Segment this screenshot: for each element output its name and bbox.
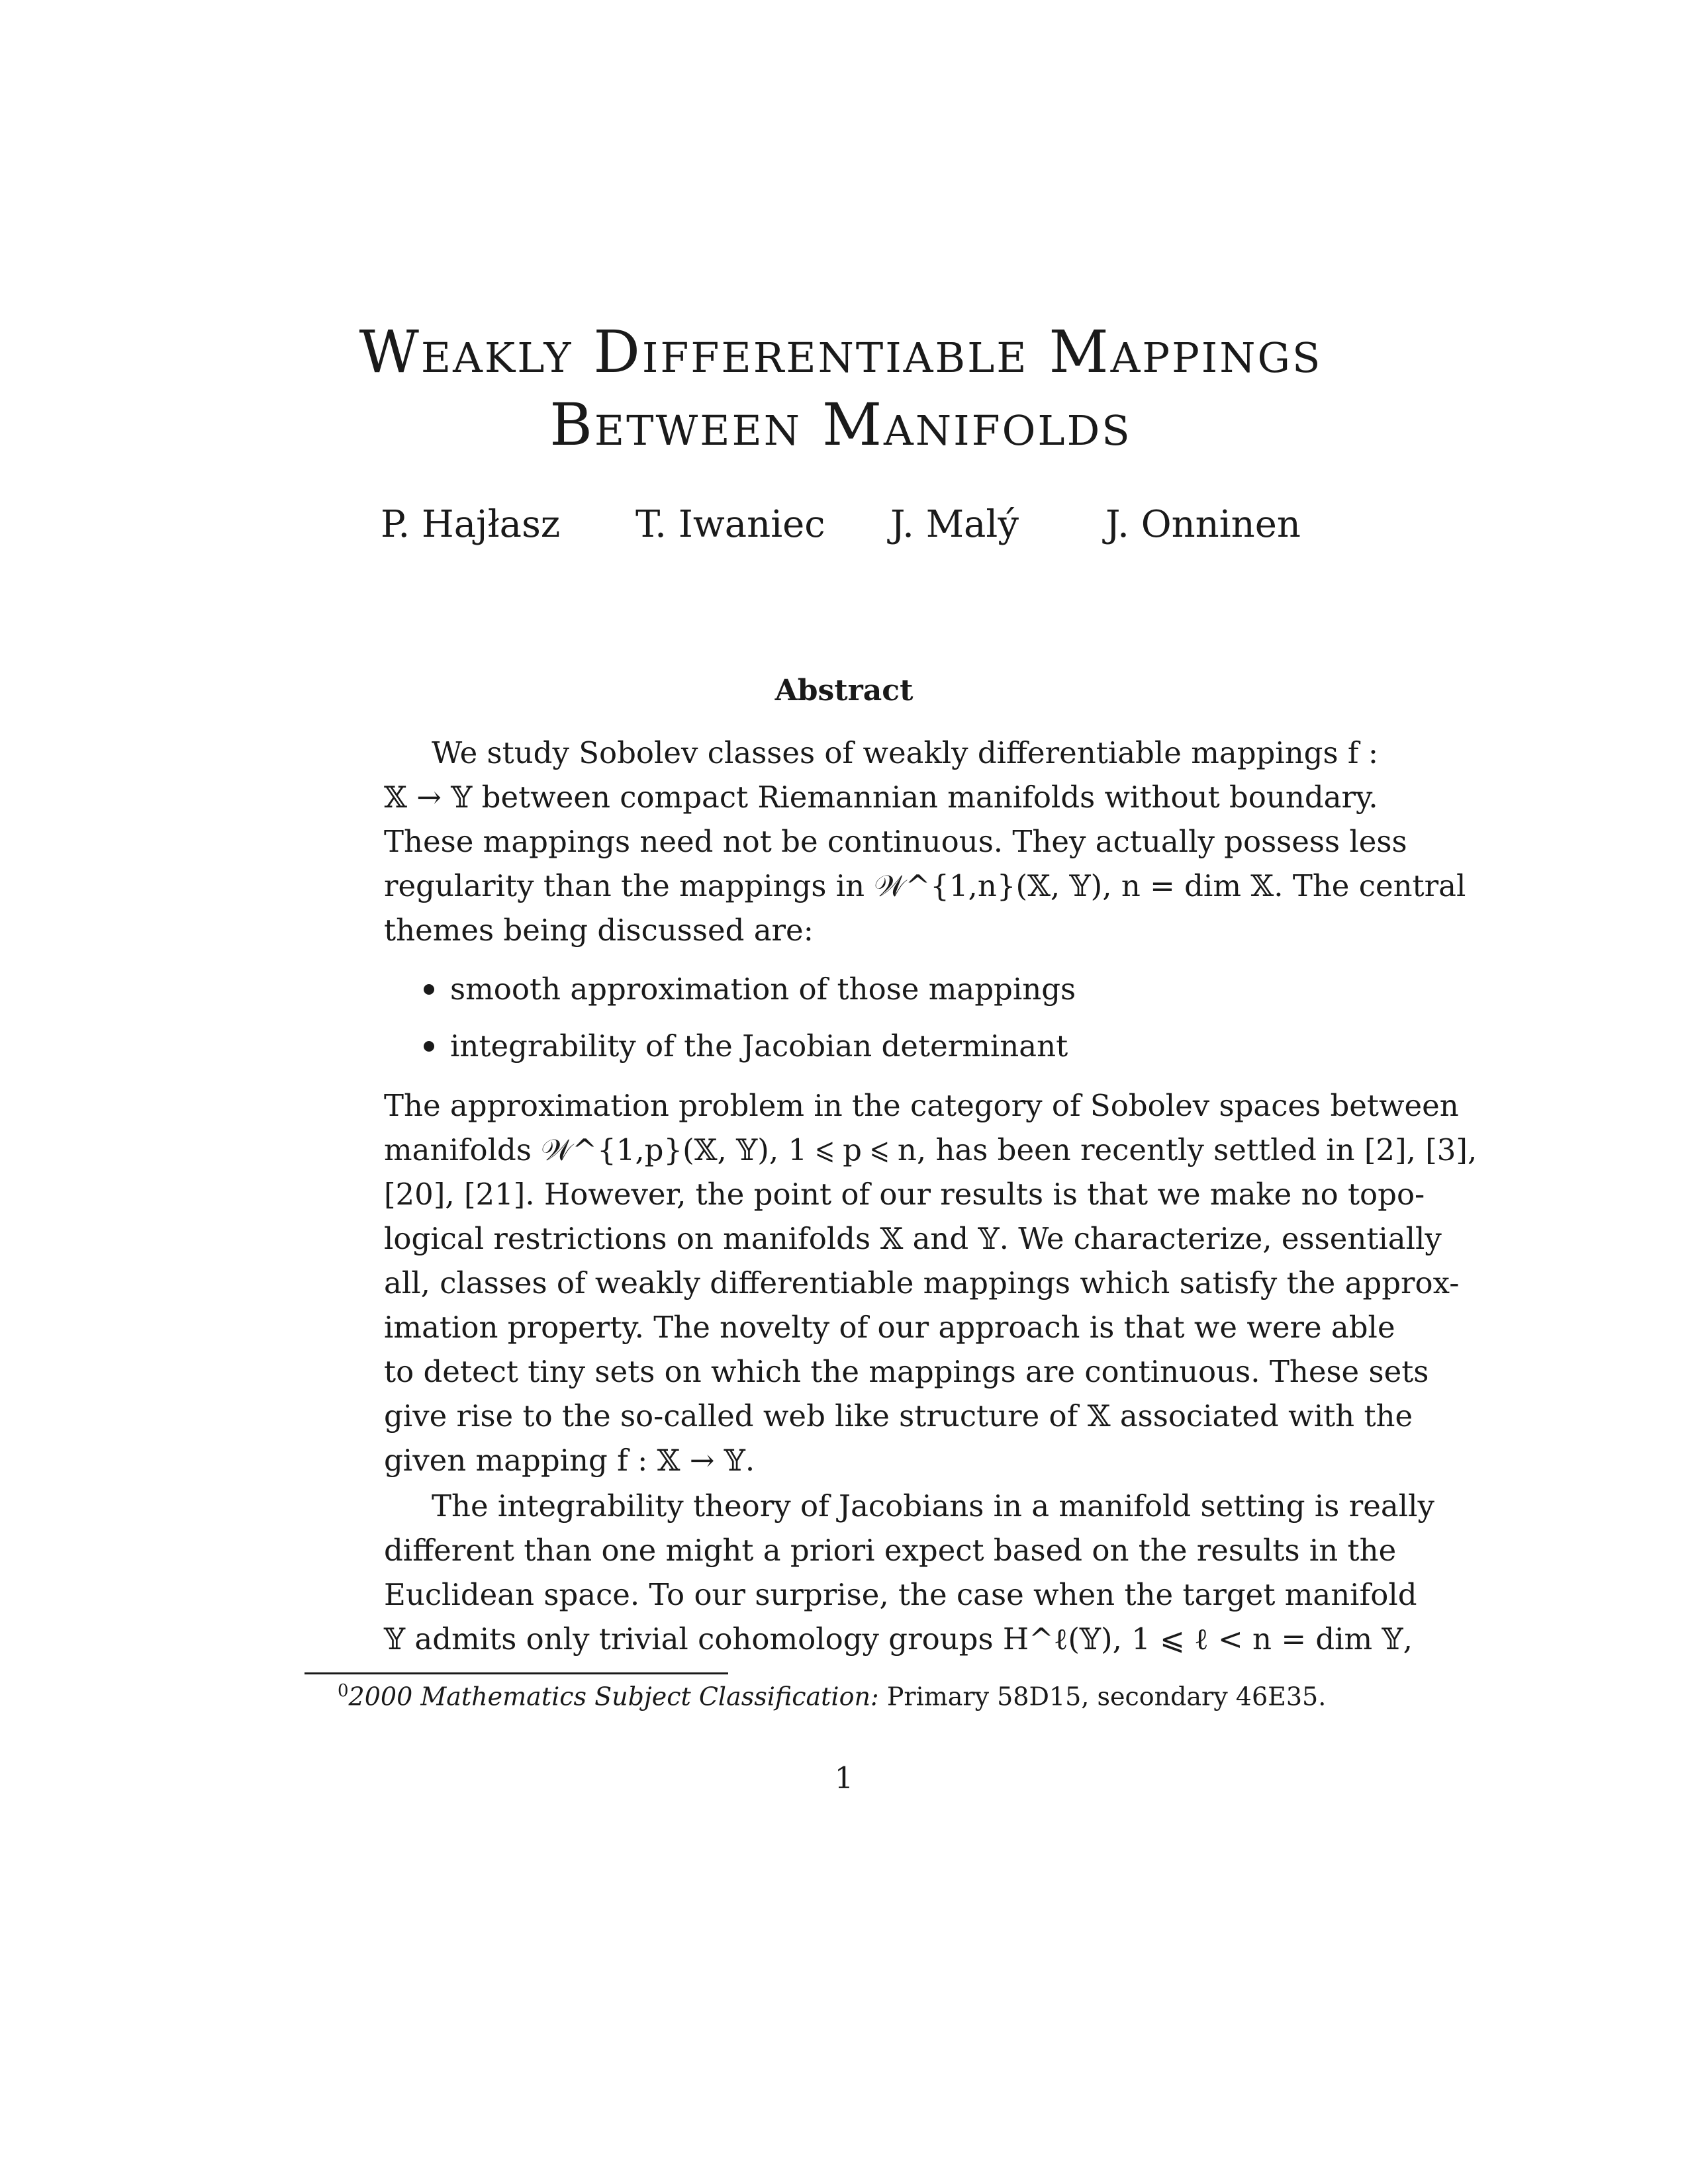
abstract-text-line: all, classes of weakly differentiable mappings which satisfy the approx- — [384, 1265, 1460, 1300]
bullet-icon — [424, 984, 434, 995]
author-name: J. Malý — [890, 503, 1019, 546]
abstract-text-line: 𝕏 → 𝕐 between compact Riemannian manifolds without boundary. — [384, 780, 1378, 815]
abstract-text-line: logical restrictions on manifolds 𝕏 and 𝕐. We characterize, essentially — [384, 1221, 1442, 1256]
abstract-text-line: different than one might a priori expect based on the results in the — [384, 1533, 1397, 1568]
footnote-marker: 0 — [338, 1681, 349, 1701]
bullet-list-item — [424, 972, 1076, 1007]
paper-title-line-2: Between Manifolds — [549, 390, 1132, 459]
abstract-text-line: regularity than the mappings in 𝒲^{1,n}(𝕏, 𝕐), n = dim 𝕏. The central — [384, 868, 1466, 903]
paper-title-line-1: Weakly Differentiable Mappings — [359, 318, 1323, 386]
abstract-text-line: to detect tiny sets on which the mappings are continuous. These sets — [384, 1354, 1429, 1389]
abstract-text-line: The integrability theory of Jacobians in a manifold setting is really — [432, 1488, 1434, 1524]
footnote-text: Primary 58D15, secondary 46E35. — [878, 1682, 1327, 1711]
abstract-text-line: imation property. The novelty of our approach is that we were able — [384, 1310, 1395, 1345]
author-name: T. Iwaniec — [635, 503, 825, 546]
abstract-text-line: These mappings need not be continuous. They actually possess less — [384, 824, 1407, 859]
footnote-label: 2000 Mathematics Subject Classification: — [348, 1682, 879, 1711]
footnote — [338, 1681, 1326, 1711]
author-list — [381, 503, 1314, 549]
abstract-text-line: 𝕐 admits only trivial cohomology groups H^ℓ(𝕐), 1 ⩽ ℓ < n = dim 𝕐, — [384, 1621, 1413, 1657]
abstract-text-line: We study Sobolev classes of weakly differentiable mappings f : — [432, 735, 1379, 770]
footnote-rule — [305, 1672, 728, 1674]
author-name: J. Onninen — [1105, 503, 1301, 546]
abstract-text-line: Euclidean space. To our surprise, the case when the target manifold — [384, 1577, 1417, 1612]
abstract-text-line: The approximation problem in the category of Sobolev spaces between — [384, 1088, 1459, 1123]
abstract-heading: Abstract — [774, 674, 914, 707]
bullet-text: integrability of the Jacobian determinant — [450, 1028, 1068, 1064]
bullet-text: smooth approximation of those mappings — [450, 972, 1076, 1007]
abstract-text-line: [20], [21]. However, the point of our results is that we make no topo- — [384, 1177, 1425, 1212]
abstract-text-line: manifolds 𝒲^{1,p}(𝕏, 𝕐), 1 ⩽ p ⩽ n, has been recently settled in [2], [3], — [384, 1132, 1477, 1167]
abstract-text-line: themes being discussed are: — [384, 913, 814, 948]
abstract-text-line: give rise to the so-called web like structure of 𝕏 associated with the — [384, 1398, 1413, 1433]
bullet-list-item — [424, 1028, 1068, 1064]
abstract-text-line: given mapping f : 𝕏 → 𝕐. — [384, 1443, 755, 1478]
page-number: 1 — [834, 1760, 854, 1796]
author-name: P. Hajłasz — [381, 503, 561, 546]
bullet-icon — [424, 1041, 434, 1052]
